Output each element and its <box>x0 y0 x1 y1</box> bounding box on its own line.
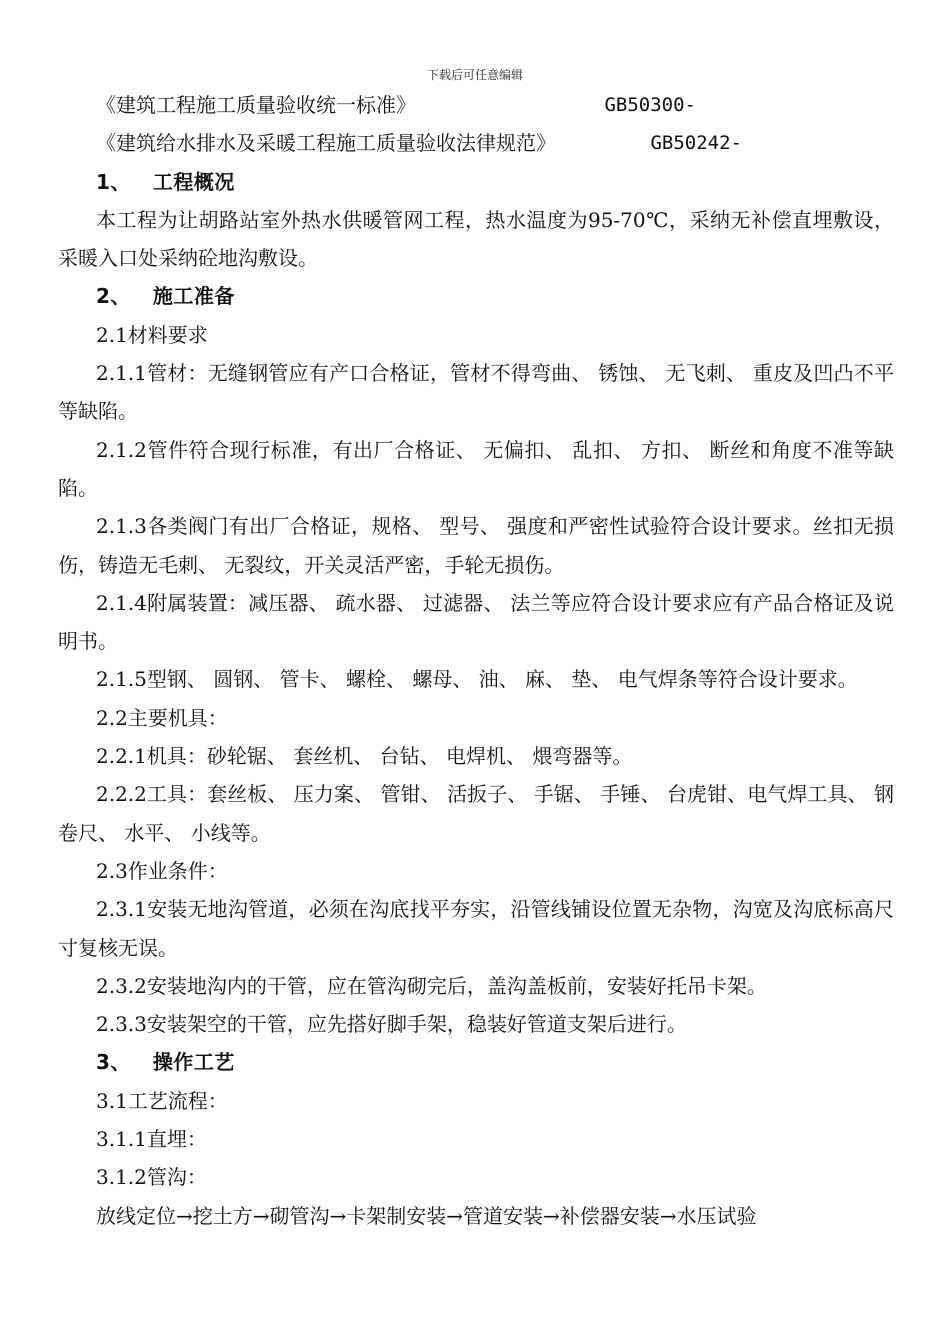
standard-title: 《建筑给水排水及采暖工程施工质量验收法律规范》 <box>96 131 556 156</box>
section-title: 工程概况 <box>152 169 235 194</box>
section-title: 施工准备 <box>152 284 235 309</box>
section-number: 2、 <box>96 284 131 309</box>
section-heading-preparation <box>58 277 894 315</box>
paragraph: 2.3.1安装无地沟管道，必须在沟底找平夯实，沿管线铺设位置无杂物，沟宽及沟底标高尺寸复核无误。 <box>58 897 894 960</box>
subheading: 2.1材料要求 <box>96 322 208 347</box>
paragraph: 2.1.5型钢、 圆钢、 管卡、 螺栓、 螺母、 油、 麻、 垫、 电气焊条等符合设计要求。 <box>96 667 858 692</box>
paragraph: 2.2.2工具：套丝板、 压力案、 管钳、 活扳子、 手锯、 手锤、 台虎钳、电气焊工具、 钢卷尺、 水平、 小线等。 <box>58 782 894 845</box>
subheading: 3.1.2管沟： <box>96 1165 207 1190</box>
section-number: 3、 <box>96 1050 131 1075</box>
standard-title: 《建筑工程施工质量验收统一标准》 <box>96 93 416 117</box>
section-heading-process <box>58 1043 894 1081</box>
standard-reference <box>58 86 894 124</box>
subheading: 3.1.1直埋： <box>96 1127 207 1152</box>
standard-code: GB50300- <box>604 94 696 116</box>
paragraph: 2.1.3各类阀门有出厂合格证，规格、 型号、 强度和严密性试验符合设计要求。丝扣无损伤，铸造无毛刺、 无裂纹，开关灵活严密，手轮无损伤。 <box>58 514 894 577</box>
section-title: 操作工艺 <box>152 1050 235 1075</box>
paragraph: 本工程为让胡路站室外热水供暖管网工程，热水温度为95-70℃，采纳无补偿直埋敷设，采暖入口处采纳砼地沟敷设。 <box>58 207 894 271</box>
paragraph: 2.3.3安装架空的干管，应先搭好脚手架，稳装好管道支架后进行。 <box>96 1012 687 1037</box>
subheading: 2.2主要机具： <box>96 705 228 730</box>
section-heading-overview <box>58 163 894 201</box>
paragraph: 2.1.4附属装置：减压器、 疏水器、 过滤器、 法兰等应符合设计要求应有产品合格证及说明书。 <box>58 590 894 654</box>
paragraph: 2.1.1管材：无缝钢管应有产口合格证，管材不得弯曲、 锈蚀、 无飞刺、 重皮及凹凸不平等缺陷。 <box>58 361 894 424</box>
section-number: 1、 <box>96 169 131 194</box>
paragraph: 2.3.2安装地沟内的干管，应在管沟砌完后，盖沟盖板前，安装好托吊卡架。 <box>96 973 767 998</box>
paragraph: 2.2.1机具：砂轮锯、 套丝机、 台钻、 电焊机、 煨弯器等。 <box>96 744 633 769</box>
document-body <box>58 86 894 1235</box>
process-flow: 放线定位→挖土方→砌管沟→卡架制安装→管道安装→补偿器安装→水压试验 <box>96 1203 757 1228</box>
standard-code: GB50242- <box>650 132 742 155</box>
paragraph: 2.1.2管件符合现行标准，有出厂合格证、 无偏扣、 乱扣、 方扣、 断丝和角度不准等缺陷。 <box>58 437 894 500</box>
subheading: 2.3作业条件： <box>96 858 228 883</box>
header-note: 下载后可任意编辑 <box>426 68 523 82</box>
standard-reference <box>58 124 894 162</box>
subheading: 3.1工艺流程： <box>96 1088 228 1113</box>
